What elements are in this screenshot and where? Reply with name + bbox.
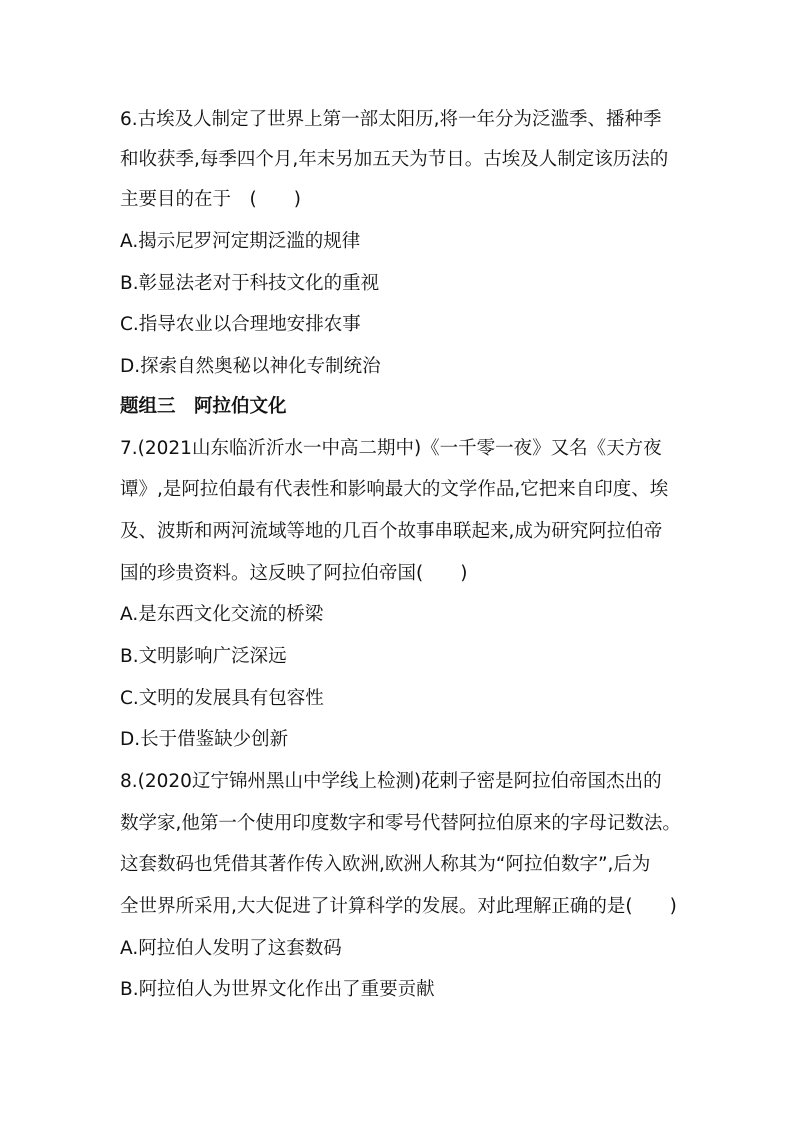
q6-stem-line-2: 和收获季,每季四个月,年末另加五天为节日。古埃及人制定该历法的 — [120, 149, 669, 170]
q8-stem-line-4: 全世界所采用,大大促进了计算科学的发展。对此理解正确的是( ) — [120, 896, 677, 917]
q7-option-c: C.文明的发展具有包容性 — [120, 688, 324, 709]
q6-stem-line-1: 6.古埃及人制定了世界上第一部太阳历,将一年分为泛滥季、播种季 — [120, 109, 662, 130]
q7-stem-line-4: 国的珍贵资料。这反映了阿拉伯帝国( ) — [120, 563, 468, 584]
q6-option-d: D.探索自然奥秘以神化专制统治 — [120, 356, 381, 377]
q7-option-a: A.是东西文化交流的桥梁 — [120, 604, 324, 625]
section-heading: 题组三 阿拉伯文化 — [120, 396, 287, 417]
q6-option-c: C.指导农业以合理地安排农事 — [120, 314, 361, 335]
q7-stem-line-2: 谭》,是阿拉伯最有代表性和影响最大的文学作品,它把来自印度、埃 — [120, 479, 669, 500]
q6-option-b: B.彰显法老对于科技文化的重视 — [120, 273, 380, 294]
q8-stem-line-3: 这套数码也凭借其著作传入欧洲,欧洲人称其为“阿拉伯数字”,后为 — [120, 854, 651, 875]
q6-option-a: A.揭示尼罗河定期泛滥的规律 — [120, 231, 361, 252]
q7-option-d: D.长于借鉴缺少创新 — [120, 729, 289, 750]
q8-option-a: A.阿拉伯人发明了这套数码 — [120, 938, 342, 959]
q8-stem-line-2: 数学家,他第一个使用印度数字和零号代替阿拉伯原来的字母记数法。 — [120, 813, 681, 834]
q7-option-b: B.文明影响广泛深远 — [120, 646, 287, 667]
q8-stem-line-1: 8.(2020辽宁锦州黑山中学线上检测)花剌子密是阿拉伯帝国杰出的 — [120, 771, 662, 792]
q8-option-b: B.阿拉伯人为世界文化作出了重要贡献 — [120, 979, 435, 1000]
q7-stem-line-1: 7.(2021山东临沂沂水一中高二期中)《一千零一夜》又名《天方夜 — [120, 438, 662, 459]
q6-stem-line-3: 主要目的在于 ( ) — [120, 189, 301, 210]
q7-stem-line-3: 及、波斯和两河流域等地的几百个故事串联起来,成为研究阿拉伯帝 — [120, 521, 663, 542]
